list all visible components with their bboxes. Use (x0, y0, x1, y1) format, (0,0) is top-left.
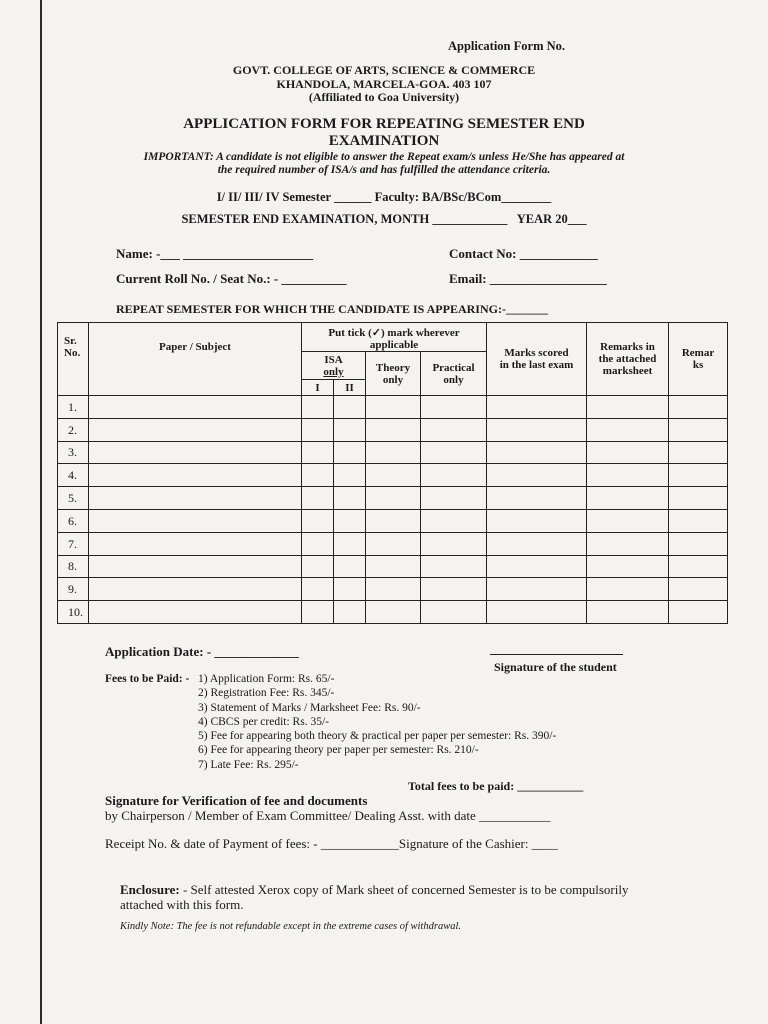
table-cell[interactable] (302, 578, 334, 601)
isa-i-header: I (302, 380, 334, 396)
table-cell[interactable] (89, 418, 302, 441)
table-row (58, 578, 728, 601)
table-cell[interactable] (302, 509, 334, 532)
enclosure-text2: attached with this form. (120, 897, 244, 912)
important-line1: A candidate is not eligible to answer the Repeat exam/s unless He/She has appeared at (216, 151, 625, 163)
table-cell[interactable] (334, 396, 366, 419)
table-cell[interactable] (366, 532, 421, 555)
table-cell[interactable] (587, 396, 669, 419)
fee-item: 6) Fee for appearing theory per paper per semester: Rs. 210/- (198, 744, 479, 757)
table-cell[interactable] (669, 464, 728, 487)
table-cell[interactable] (366, 578, 421, 601)
email-field[interactable]: Email: __________________ (449, 271, 607, 286)
row-number: 9. (58, 578, 89, 601)
table-cell[interactable] (89, 396, 302, 419)
row-number: 4. (58, 464, 89, 487)
table-cell[interactable] (366, 396, 421, 419)
application-date-field[interactable]: Application Date: - _____________ (105, 644, 299, 659)
table-cell[interactable] (587, 578, 669, 601)
receipt-field[interactable]: Receipt No. & date of Payment of fees: - ____________Signature of the Cashier: ____ (105, 836, 558, 851)
table-cell[interactable] (487, 441, 587, 464)
table-cell[interactable] (587, 601, 669, 624)
table-row (58, 555, 728, 578)
fee-item: 4) CBCS per credit: Rs. 35/- (198, 715, 329, 728)
important-note (0, 151, 768, 177)
table-cell[interactable] (669, 441, 728, 464)
sr-no-header: Sr. No. (58, 323, 89, 396)
college-address: KHANDOLA, MARCELA-GOA. 403 107 (276, 76, 492, 91)
table-cell[interactable] (487, 464, 587, 487)
kindly-note: Kindly Note: The fee is not refundable except in the extreme cases of withdrawal. (120, 921, 461, 932)
table-cell[interactable] (366, 509, 421, 532)
row-number: 3. (58, 441, 89, 464)
semester-faculty-line: I/ II/ III/ IV Semester ______ Faculty: BA/BSc/BCom________ (216, 190, 552, 204)
table-row (58, 418, 728, 441)
table-cell[interactable] (421, 532, 487, 555)
college-name: GOVT. COLLEGE OF ARTS, SCIENCE & COMMERCE (232, 63, 536, 77)
row-number: 7. (58, 532, 89, 555)
table-cell[interactable] (421, 418, 487, 441)
fee-item: 1) Application Form: Rs. 65/- (198, 673, 335, 685)
table-cell[interactable] (669, 418, 728, 441)
row-number: 5. (58, 487, 89, 510)
table-cell[interactable] (587, 464, 669, 487)
table-cell[interactable] (669, 532, 728, 555)
remarks-attached-header: Remarks in the attached marksheet (587, 323, 669, 396)
table-cell[interactable] (89, 487, 302, 510)
table-cell[interactable] (302, 441, 334, 464)
table-cell[interactable] (302, 396, 334, 419)
table-row (58, 464, 728, 487)
table-cell[interactable] (366, 464, 421, 487)
table-row (58, 532, 728, 555)
table-cell[interactable] (587, 487, 669, 510)
table-row (58, 601, 728, 624)
table-cell[interactable] (487, 418, 587, 441)
student-signature-label: Signature of the student (494, 660, 617, 674)
table-cell[interactable] (334, 601, 366, 624)
college-block (0, 64, 768, 105)
table-cell[interactable] (421, 441, 487, 464)
table-cell[interactable] (421, 555, 487, 578)
put-tick-header: Put tick (✓) mark wherever applicable (302, 323, 487, 352)
tick-icon: ✓ (371, 327, 382, 339)
table-cell[interactable] (487, 509, 587, 532)
table-cell[interactable] (302, 601, 334, 624)
table-cell[interactable] (89, 578, 302, 601)
table-cell[interactable] (487, 601, 587, 624)
table-cell[interactable] (487, 578, 587, 601)
table-cell[interactable] (669, 555, 728, 578)
table-cell[interactable] (334, 578, 366, 601)
table-cell[interactable] (421, 396, 487, 419)
table-row (58, 487, 728, 510)
table-row (58, 441, 728, 464)
verification-signature (105, 793, 551, 823)
table-cell[interactable] (89, 532, 302, 555)
table-cell[interactable] (421, 487, 487, 510)
fees-list (198, 672, 556, 772)
important-line2: the required number of ISA/s and has fulfilled the attendance criteria. (217, 164, 551, 176)
table-cell[interactable] (587, 509, 669, 532)
table-cell[interactable] (587, 418, 669, 441)
table-cell[interactable] (669, 578, 728, 601)
row-number: 2. (58, 418, 89, 441)
table-cell[interactable] (366, 418, 421, 441)
table-cell[interactable] (587, 555, 669, 578)
table-cell[interactable] (487, 396, 587, 419)
table-cell[interactable] (89, 441, 302, 464)
fee-item: 7) Late Fee: Rs. 295/- (198, 758, 299, 771)
application-form-no: Application Form No. (448, 39, 566, 53)
verification-by[interactable]: by Chairperson / Member of Exam Committee/ Dealing Asst. with date ___________ (105, 808, 551, 823)
table-cell[interactable] (487, 487, 587, 510)
table-cell[interactable] (334, 509, 366, 532)
table-cell[interactable] (89, 464, 302, 487)
table-cell[interactable] (669, 509, 728, 532)
table-cell[interactable] (334, 441, 366, 464)
table-cell[interactable] (366, 441, 421, 464)
table-cell[interactable] (669, 601, 728, 624)
table-row (58, 509, 728, 532)
table-cell[interactable] (302, 555, 334, 578)
table-cell[interactable] (334, 532, 366, 555)
table-cell[interactable] (421, 578, 487, 601)
table-cell[interactable] (89, 509, 302, 532)
fee-item: 5) Fee for appearing both theory & practical per paper per semester: Rs. 390/- (198, 730, 557, 743)
student-signature-line[interactable] (490, 654, 623, 655)
row-number: 10. (58, 601, 89, 624)
row-number: 6. (58, 509, 89, 532)
contact-field[interactable]: Contact No: ____________ (449, 246, 598, 261)
table-cell[interactable] (366, 487, 421, 510)
row-number: 1. (58, 396, 89, 419)
form-title-line1: APPLICATION FORM FOR REPEATING SEMESTER END (183, 116, 585, 132)
name-field[interactable]: Name: -___ ____________________ (116, 246, 314, 261)
enclosure-note (120, 882, 628, 912)
roll-seat-field[interactable]: Current Roll No. / Seat No.: - __________ (116, 271, 347, 286)
enclosure-text1: - Self attested Xerox copy of Mark sheet of concerned Semester is to be compulsorily (182, 882, 629, 897)
row-number: 8. (58, 555, 89, 578)
table-cell[interactable] (587, 441, 669, 464)
practical-only-header: Practical only (421, 352, 487, 396)
table-cell[interactable] (302, 464, 334, 487)
verification-title: Signature for Verification of fee and documents (105, 793, 368, 808)
paper-subject-header: Paper / Subject (89, 323, 302, 396)
fee-item: 3) Statement of Marks / Marksheet Fee: Rs. 90/- (198, 701, 421, 714)
college-affiliation: (Affiliated to Goa University) (308, 90, 460, 104)
table-cell[interactable] (334, 418, 366, 441)
table-cell[interactable] (366, 601, 421, 624)
table-cell[interactable] (487, 555, 587, 578)
form-title-line2: EXAMINATION (328, 133, 440, 149)
table-cell[interactable] (669, 396, 728, 419)
table-cell[interactable] (334, 464, 366, 487)
subjects-table (57, 322, 728, 624)
enclosure-label: Enclosure: (120, 882, 180, 897)
semester-exam-line (0, 212, 768, 227)
exam-year: YEAR 20___ (516, 212, 587, 226)
table-cell[interactable] (334, 555, 366, 578)
total-fees-field[interactable]: Total fees to be paid: ___________ (408, 779, 584, 793)
table-cell[interactable] (334, 487, 366, 510)
marks-scored-header: Marks scored in the last exam (487, 323, 587, 396)
table-row (58, 396, 728, 419)
table-cell[interactable] (302, 418, 334, 441)
isa-only-header: ISA only (302, 352, 366, 380)
table-cell[interactable] (302, 532, 334, 555)
table-cell[interactable] (421, 601, 487, 624)
theory-only-header: Theory only (366, 352, 421, 396)
isa-ii-header: II (334, 380, 366, 396)
table-cell[interactable] (487, 532, 587, 555)
form-title (0, 116, 768, 150)
table-cell[interactable] (421, 509, 487, 532)
table-cell[interactable] (587, 532, 669, 555)
fee-item: 2) Registration Fee: Rs. 345/- (198, 687, 335, 700)
table-cell[interactable] (302, 487, 334, 510)
table-cell[interactable] (89, 555, 302, 578)
repeat-semester-field[interactable]: REPEAT SEMESTER FOR WHICH THE CANDIDATE IS APPEARING:-_______ (116, 302, 548, 316)
important-label: IMPORTANT: (143, 151, 214, 163)
table-cell[interactable] (366, 555, 421, 578)
table-cell[interactable] (669, 487, 728, 510)
table-cell[interactable] (89, 601, 302, 624)
table-cell[interactable] (421, 464, 487, 487)
fees-label: Fees to be Paid: - (105, 673, 190, 685)
exam-month: SEMESTER END EXAMINATION, MONTH ____________ (181, 212, 508, 226)
remarks-header: Remar ks (669, 323, 728, 396)
